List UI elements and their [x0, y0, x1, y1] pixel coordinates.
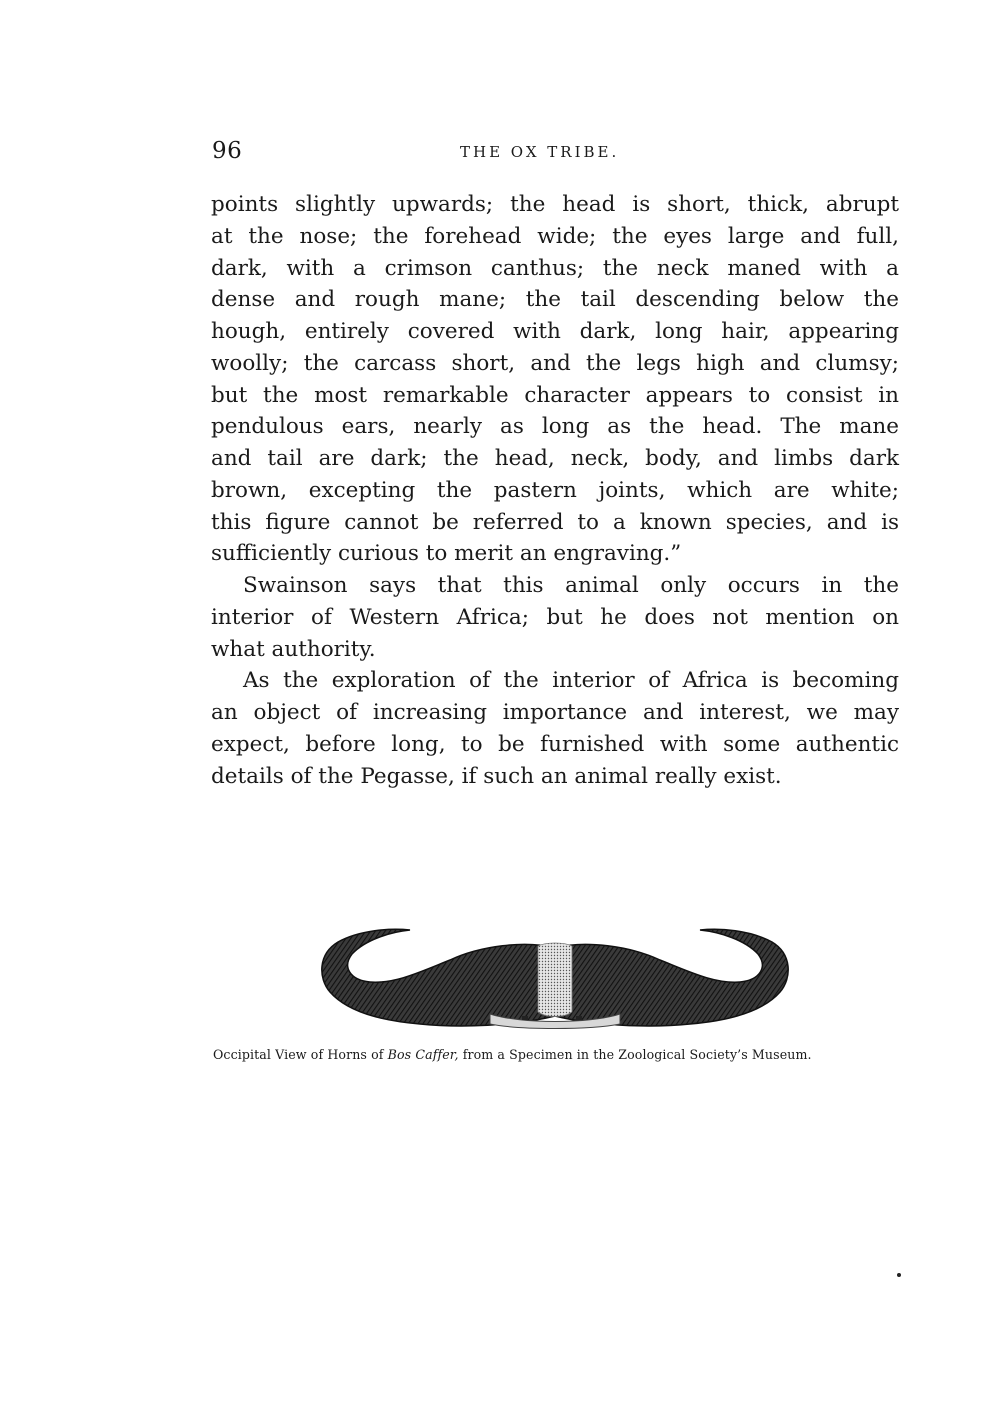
- running-head: [212, 138, 900, 172]
- text-line: points slightly upwards; the head is short, thick, abrupt: [211, 192, 899, 217]
- text-line: woolly; the carcass short, and the legs high and clumsy;: [211, 350, 899, 376]
- paragraph: [211, 189, 899, 570]
- text-line: what authority.: [211, 636, 376, 662]
- print-speck: [897, 1273, 901, 1277]
- paragraph: [211, 665, 899, 792]
- horn-boss: [538, 943, 572, 1017]
- text-line: As the exploration of the interior of Africa is becoming: [243, 668, 899, 694]
- text-line: and tail are dark; the head, neck, body, and limbs dark: [211, 446, 899, 471]
- text-line: an object of increasing importance and interest, we may: [211, 700, 899, 725]
- caption-text-after: from a Specimen in the Zoological Society’s Museum.: [458, 1047, 812, 1062]
- text-line: this figure cannot be referred to a known species, and is: [211, 509, 899, 535]
- paragraph: [211, 570, 899, 665]
- text-line: brown, excepting the pastern joints, which are white;: [211, 477, 899, 503]
- text-line: dense and rough mane; the tail descending below the: [211, 287, 899, 313]
- right-horn: [555, 929, 788, 1026]
- text-line: dark, with a crimson canthus; the neck maned with a: [211, 255, 899, 281]
- text-line: expect, before long, to be furnished with some authentic: [211, 731, 899, 757]
- page-number: 96: [212, 138, 243, 164]
- figure-caption: [213, 1047, 893, 1062]
- text-line: hough, entirely covered with dark, long hair, appearing: [211, 319, 899, 344]
- caption-species: Bos Caffer,: [387, 1047, 459, 1062]
- text-line: details of the Pegasse, if such an animal really exist.: [211, 763, 782, 789]
- horns-illustration: [310, 912, 800, 1042]
- left-horn: [322, 929, 555, 1026]
- text-line: pendulous ears, nearly as long as the head. The mane: [211, 414, 899, 440]
- text-line: Swainson says that this animal only occurs in the: [243, 573, 899, 598]
- caption-text-before: Occipital View of Horns of: [213, 1047, 388, 1062]
- horns-engraving: [310, 912, 800, 1042]
- body-text: [211, 189, 899, 792]
- text-line: but the most remarkable character appears to consist in: [211, 382, 899, 408]
- text-line: at the nose; the forehead wide; the eyes large and full,: [211, 223, 899, 249]
- running-title: THE OX TRIBE.: [460, 143, 620, 161]
- text-line: sufficiently curious to merit an engraving.”: [211, 541, 682, 567]
- text-line: interior of Western Africa; but he does not mention on: [211, 604, 899, 630]
